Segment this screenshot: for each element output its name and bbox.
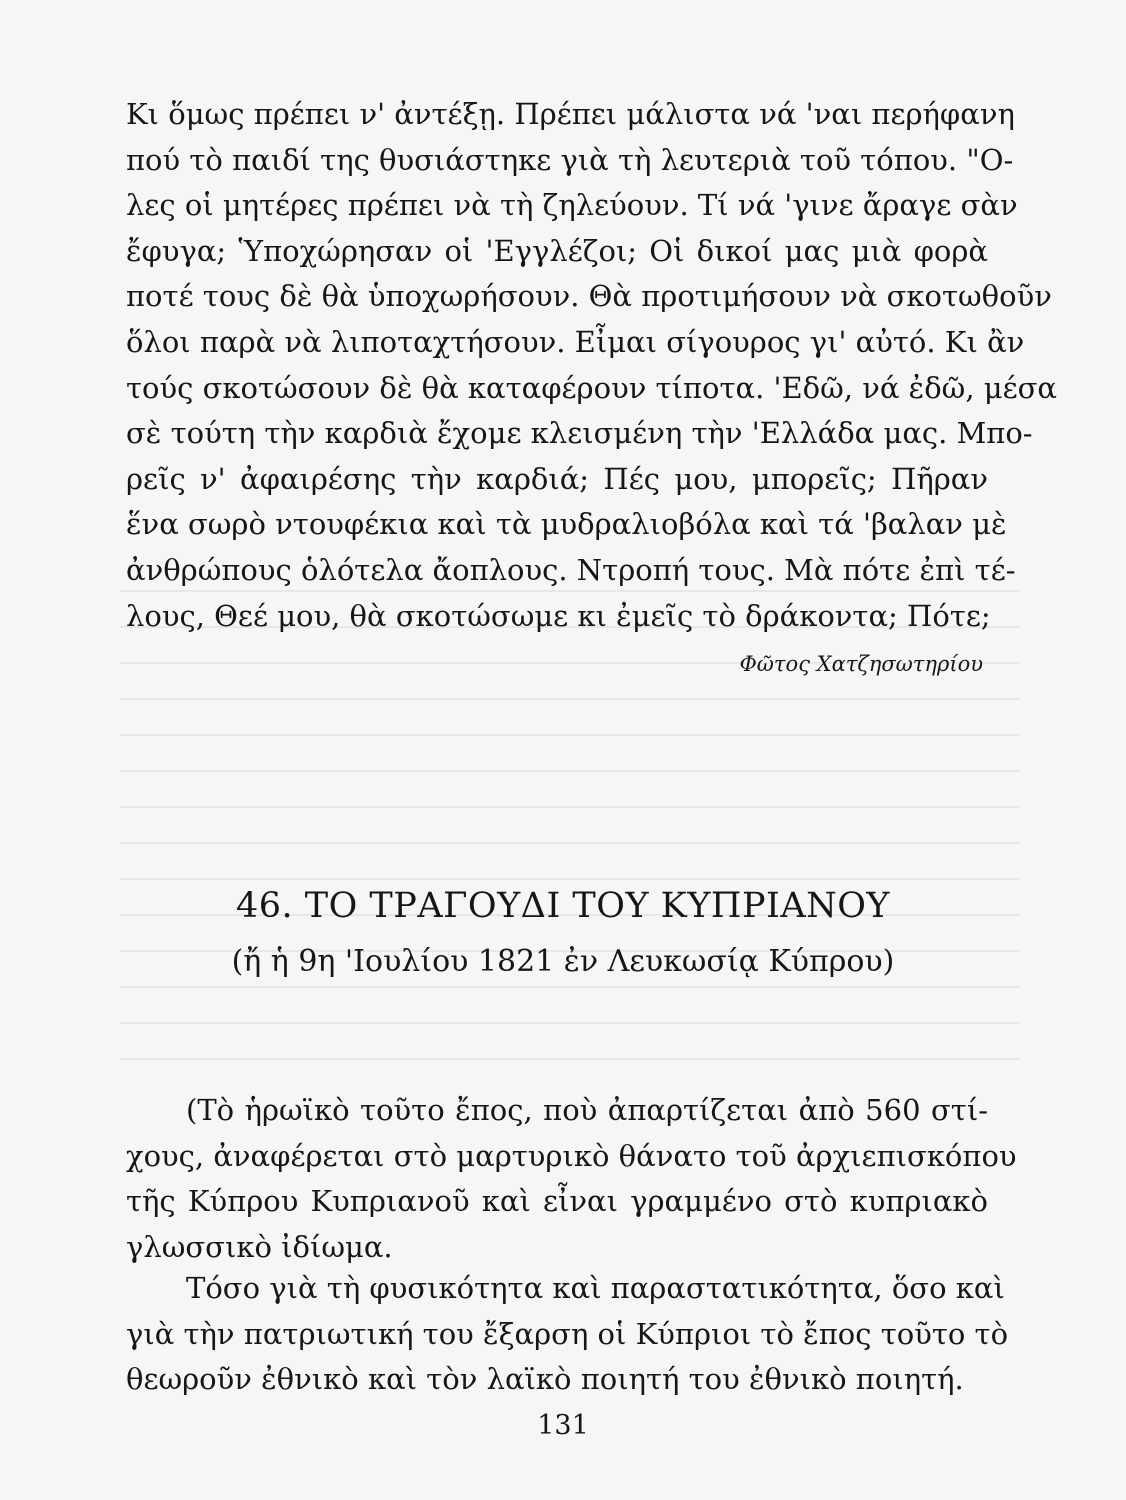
intro-line: (Τὸ ἡρωϊκὸ τοῦτο ἔπος, ποὺ ἀπαρτίζεται ἀπὸ 560 στί- — [186, 1093, 988, 1127]
intro-line: τῆς Κύπρου Κυπριανοῦ καὶ εἶναι γραμμένο στὸ κυπριακὸ — [126, 1184, 988, 1219]
passage-line: ὅλοι παρὰ νὰ λιποταχτήσουν. Εἶμαι σίγουρος γι' αὐτό. Κι ἂν — [126, 324, 1025, 359]
closing-passage — [126, 92, 1058, 639]
passage-line: ἔφυγα; Ὑποχώρησαν οἱ 'Εγγλέζοι; Οἱ δικοί μας μιὰ φορὰ — [126, 233, 988, 268]
passage-line: Κι ὅμως πρέπει ν' ἀντέξῃ. Πρέπει μάλιστα νά 'ναι περήφανη — [126, 97, 1015, 131]
passage-line: σὲ τούτη τὴν καρδιὰ ἔχομε κλεισμένη τὴν 'Ελλάδα μας. Μπο- — [126, 416, 1033, 451]
intro-line: χους, ἀναφέρεται στὸ μαρτυρικὸ θάνατο τοῦ ἀρχιεπισκόπου — [126, 1138, 1017, 1173]
intro-paragraph-2 — [126, 1266, 1009, 1403]
intro-line: θεωροῦν ἐθνικὸ καὶ τὸν λαϊκὸ ποιητή του ἐθνικὸ ποιητή. — [126, 1362, 964, 1397]
intro-paragraph-1 — [126, 1088, 1017, 1270]
section-subtitle: (ἤ ἡ 9η 'Ιουλίου 1821 ἐν Λευκωσίᾳ Κύπρου) — [231, 944, 895, 979]
passage-line: ἀνθρώπους ὁλότελα ἄοπλους. Ντροπή τους. Μὰ πότε ἐπὶ τέ- — [126, 552, 1016, 587]
passage-line: λους, Θεέ μου, θὰ σκοτώσωμε κι ἐμεῖς τὸ δράκοντα; Πότε; — [126, 598, 991, 633]
passage-line: τούς σκοτώσουν δὲ θὰ καταφέρουν τίποτα. 'Εδῶ, νά ἐδῶ, μέσα — [126, 370, 1058, 405]
passage-line: ρεῖς ν' ἀφαιρέσης τὴν καρδιά; Πές μου, μπορεῖς; Πῆραν — [126, 461, 988, 496]
passage-line: πού τὸ παιδί της θυσιάστηκε γιὰ τὴ λευτεριὰ τοῦ τόπου. "Ο- — [126, 142, 1014, 177]
author-signature: Φῶτος Χατζησωτηρίου — [739, 652, 983, 676]
intro-line: Τόσο γιὰ τὴ φυσικότητα καὶ παραστατικότητα, ὅσο καὶ — [186, 1271, 1005, 1305]
intro-line: γλωσσικὸ ἰδίωμα. — [126, 1229, 393, 1264]
section-title: 46. ΤΟ ΤΡΑΓΟΥΔΙ ΤΟΥ ΚΥΠΡΙΑΝΟΥ — [235, 886, 891, 926]
intro-line: γιὰ τὴν πατριωτική του ἔξαρση οἱ Κύπριοι τὸ ἔπος τοῦτο τὸ — [126, 1316, 1009, 1351]
passage-line: ποτέ τους δὲ θὰ ὑποχωρήσουν. Θὰ προτιμήσουν νὰ σκοτωθοῦν — [126, 279, 1052, 314]
passage-line: ἕνα σωρὸ ντουφέκια καὶ τὰ μυδραλιοβόλα καὶ τά 'βαλαν μὲ — [126, 507, 1007, 542]
passage-line: λες οἱ μητέρες πρέπει νὰ τὴ ζηλεύουν. Τί νά 'γινε ἄραγε σὰν — [126, 188, 1018, 223]
page-number: 131 — [537, 1410, 589, 1441]
